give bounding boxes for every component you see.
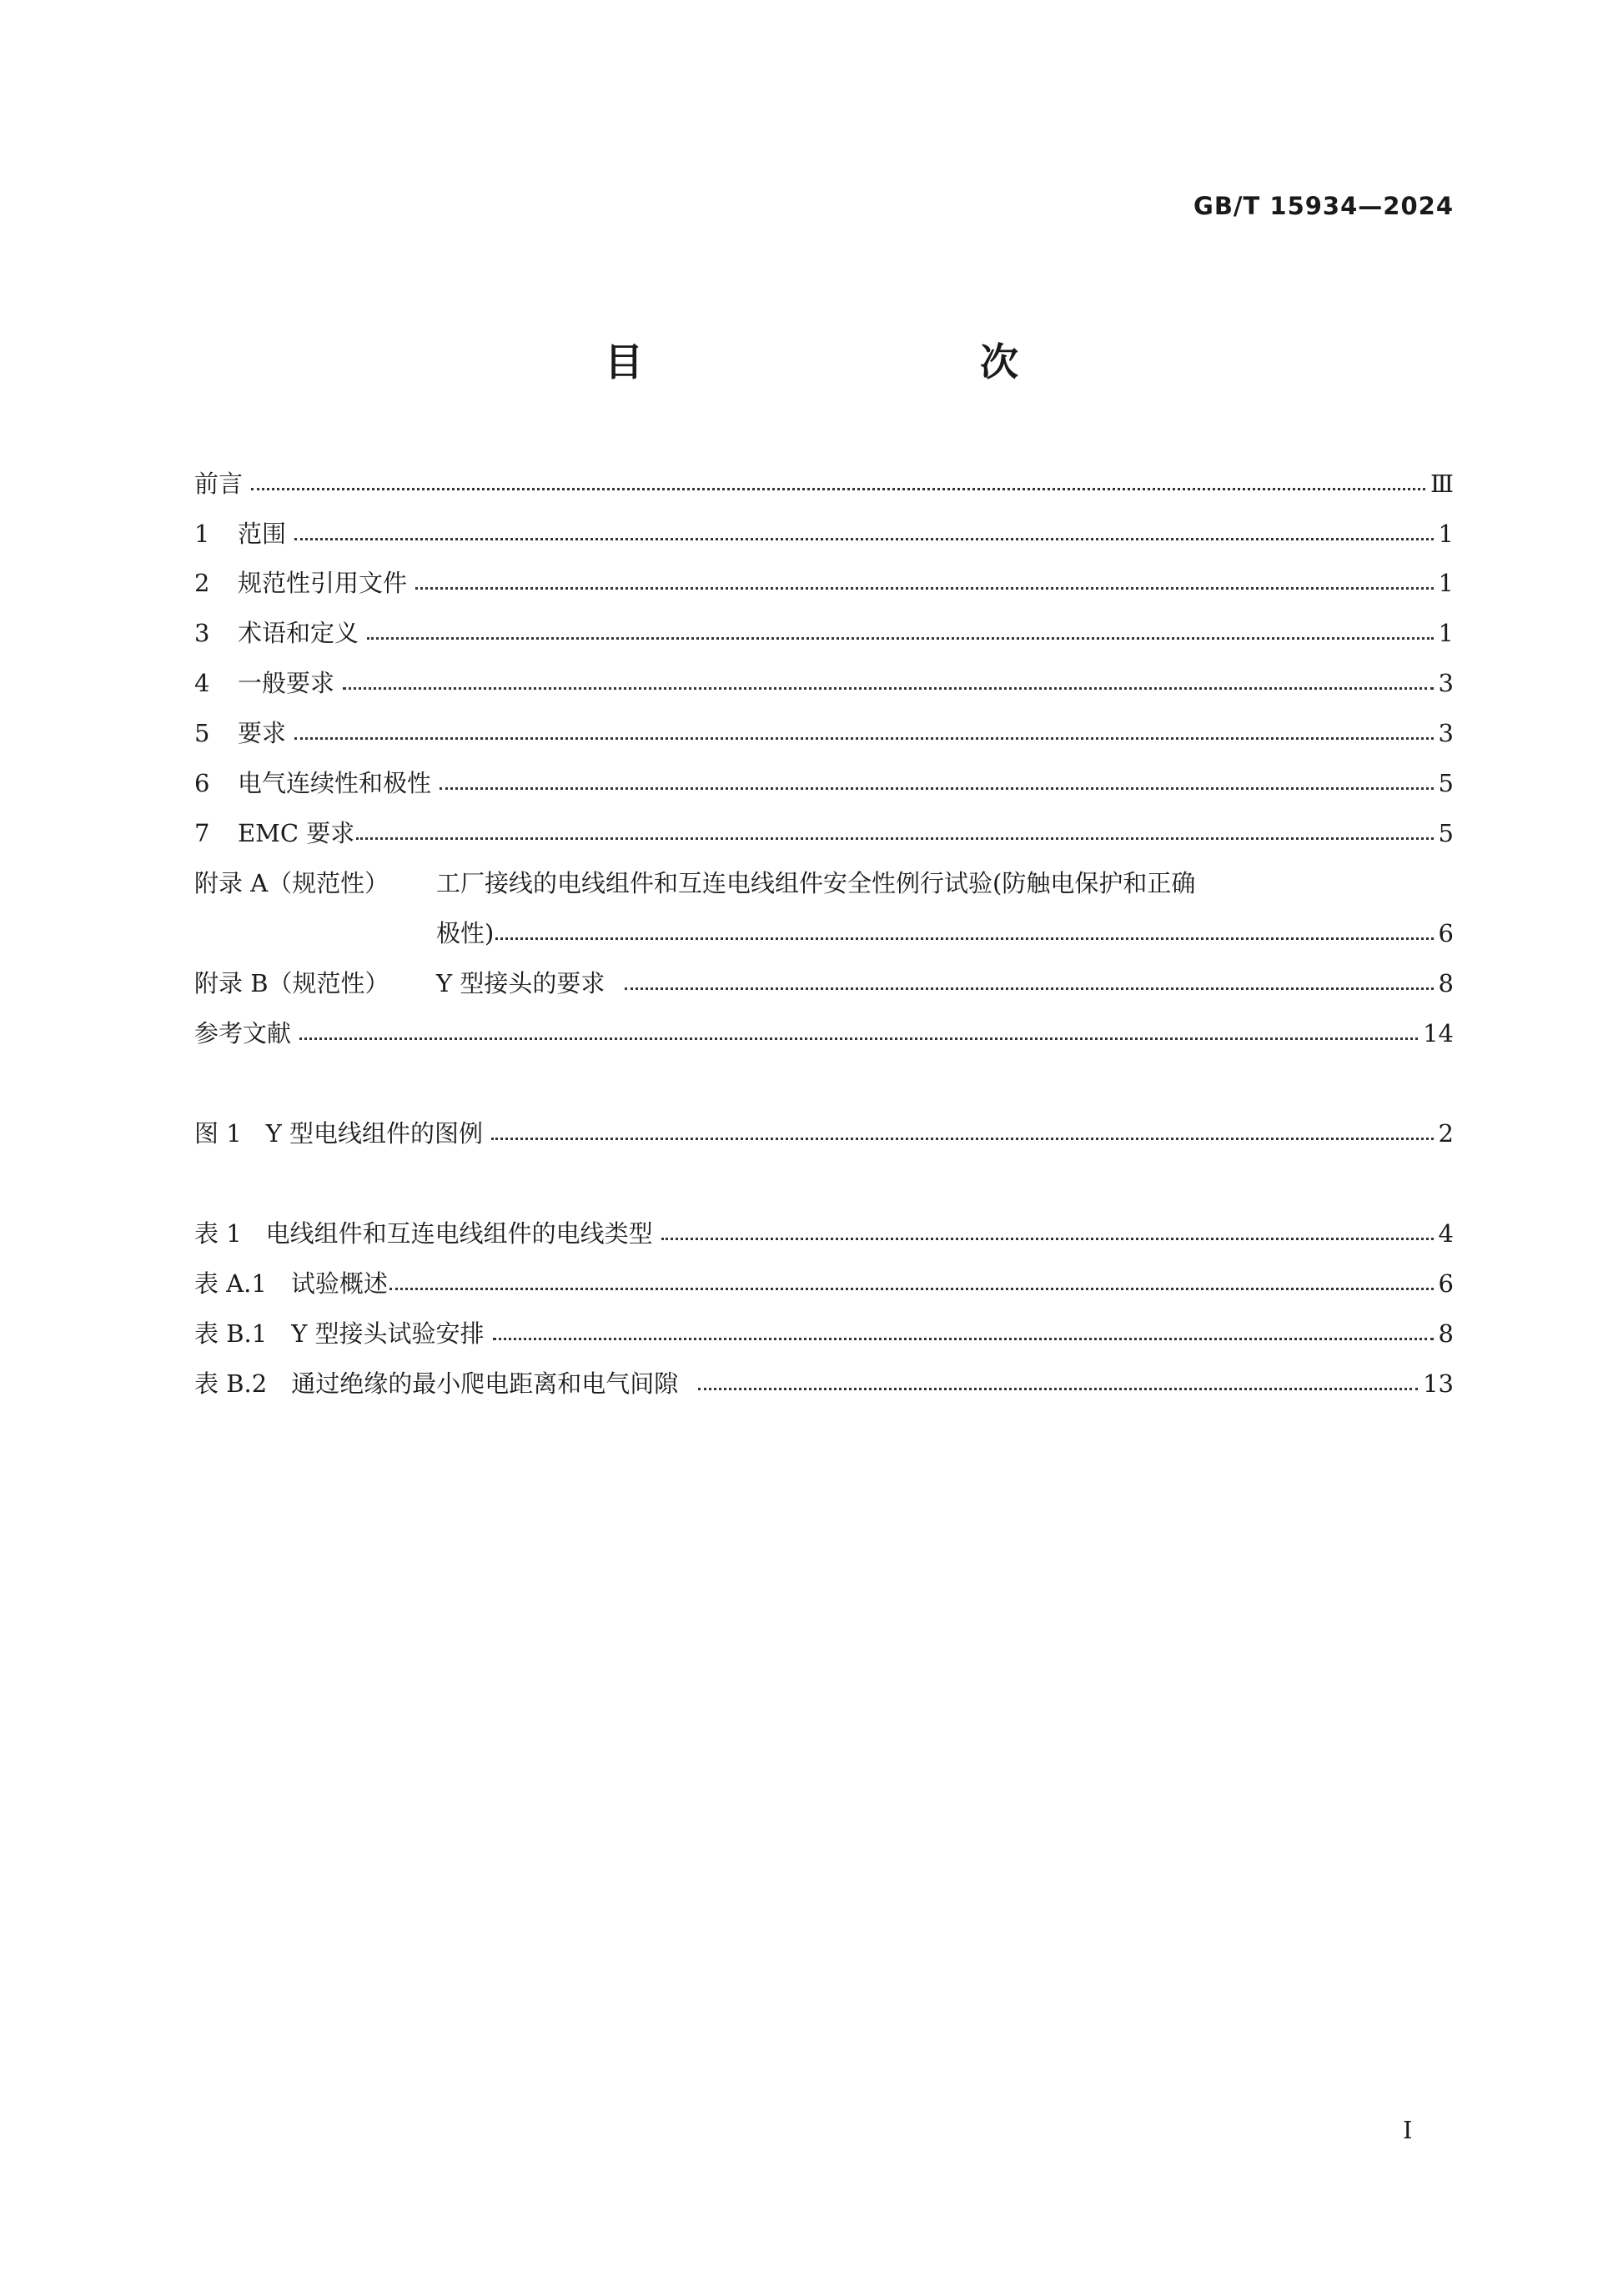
toc-page: 8	[1438, 1319, 1454, 1348]
toc-entry-section[interactable]	[194, 765, 1454, 801]
leader-dots	[491, 1138, 1434, 1140]
section-number: 3	[194, 619, 210, 647]
leader-dots	[356, 837, 1433, 840]
toc-page: 13	[1423, 1369, 1454, 1398]
toc-label: 规范性引用文件	[238, 569, 408, 597]
toc-label: 工厂接线的电线组件和互连电线组件安全性例行试验(防触电保护和正确	[436, 869, 1196, 897]
toc-page: 1	[1438, 619, 1454, 647]
leader-dots	[367, 637, 1434, 640]
leader-dots	[625, 987, 1433, 990]
toc-label: 表 A.1 试验概述	[194, 1269, 388, 1298]
section-number: 4	[194, 669, 210, 697]
toc-page: 5	[1438, 769, 1454, 797]
toc-entry-annex-a-continued[interactable]	[194, 915, 1454, 952]
toc-label: 一般要求	[238, 669, 335, 697]
toc-label: 表 1 电线组件和互连电线组件的电线类型	[194, 1219, 653, 1248]
toc-label: Y 型接头的要求	[436, 969, 605, 997]
toc-entry-table[interactable]	[194, 1315, 1454, 1352]
toc-label: 范围	[238, 520, 287, 548]
toc-page: 14	[1423, 1019, 1454, 1048]
toc-entry-annex-a[interactable]	[194, 865, 1454, 902]
toc-entry-section[interactable]	[194, 665, 1454, 701]
section-number: 1	[194, 520, 210, 548]
toc-entry-figure[interactable]	[194, 1115, 1454, 1152]
toc-page: 6	[1438, 1269, 1454, 1298]
section-number: 6	[194, 769, 210, 797]
toc-label: 参考文献	[194, 1019, 292, 1048]
toc-label: 图 1 Y 型电线组件的图例	[194, 1119, 484, 1148]
toc-entry-section[interactable]	[194, 615, 1454, 651]
toc-label: 极性)	[436, 919, 495, 947]
toc-label: EMC 要求	[238, 819, 355, 847]
leader-dots	[299, 1037, 1418, 1040]
toc-entry-bibliography[interactable]	[194, 1015, 1454, 1052]
leader-dots	[698, 1388, 1418, 1390]
toc-page: 3	[1438, 669, 1454, 697]
section-number: 5	[194, 719, 210, 747]
leader-dots	[294, 737, 1434, 740]
toc-page: 2	[1438, 1119, 1454, 1148]
toc-entry-section[interactable]	[194, 815, 1454, 852]
toc-label: 表 B.1 Y 型接头试验安排	[194, 1319, 485, 1348]
toc-entry-table[interactable]	[194, 1215, 1454, 1252]
standard-code: GB/T 15934—2024	[1193, 192, 1454, 220]
toc-entry-table[interactable]	[194, 1265, 1454, 1302]
toc-entry-table[interactable]	[194, 1365, 1454, 1402]
toc-label: 电气连续性和极性	[238, 769, 432, 797]
toc-entry-section[interactable]	[194, 515, 1454, 552]
toc-page: 8	[1438, 969, 1454, 997]
annex-prefix: 附录 B（规范性）	[194, 969, 389, 997]
toc-page: Ⅲ	[1430, 470, 1454, 498]
toc-page: 1	[1438, 569, 1454, 597]
section-number: 2	[194, 569, 210, 597]
toc-page: 3	[1438, 719, 1454, 747]
toc-label: 术语和定义	[238, 619, 359, 647]
leader-dots	[343, 687, 1434, 690]
toc-label: 要求	[238, 719, 287, 747]
leader-dots	[495, 937, 1433, 940]
toc-page: 6	[1438, 919, 1454, 947]
section-number: 7	[194, 819, 210, 847]
leader-dots	[389, 1288, 1434, 1290]
page-number: I	[1403, 2116, 1413, 2144]
page-title: 目 次	[605, 339, 1105, 384]
toc-page: 4	[1438, 1219, 1454, 1248]
leader-dots	[251, 488, 1425, 490]
toc-entry-foreword[interactable]	[194, 465, 1454, 502]
leader-dots	[493, 1338, 1434, 1340]
toc-page: 1	[1438, 520, 1454, 548]
leader-dots	[440, 787, 1434, 790]
annex-prefix: 附录 A（规范性）	[194, 869, 389, 897]
toc-entry-section[interactable]	[194, 715, 1454, 751]
leader-dots	[294, 538, 1434, 540]
toc-page: 5	[1438, 819, 1454, 847]
toc-entry-section[interactable]	[194, 565, 1454, 601]
toc-entry-annex-b[interactable]	[194, 965, 1454, 1002]
toc-label: 表 B.2 通过绝缘的最小爬电距离和电气间隙	[194, 1369, 679, 1398]
leader-dots	[415, 587, 1434, 590]
toc-label: 前言	[194, 470, 244, 498]
leader-dots	[661, 1238, 1434, 1240]
